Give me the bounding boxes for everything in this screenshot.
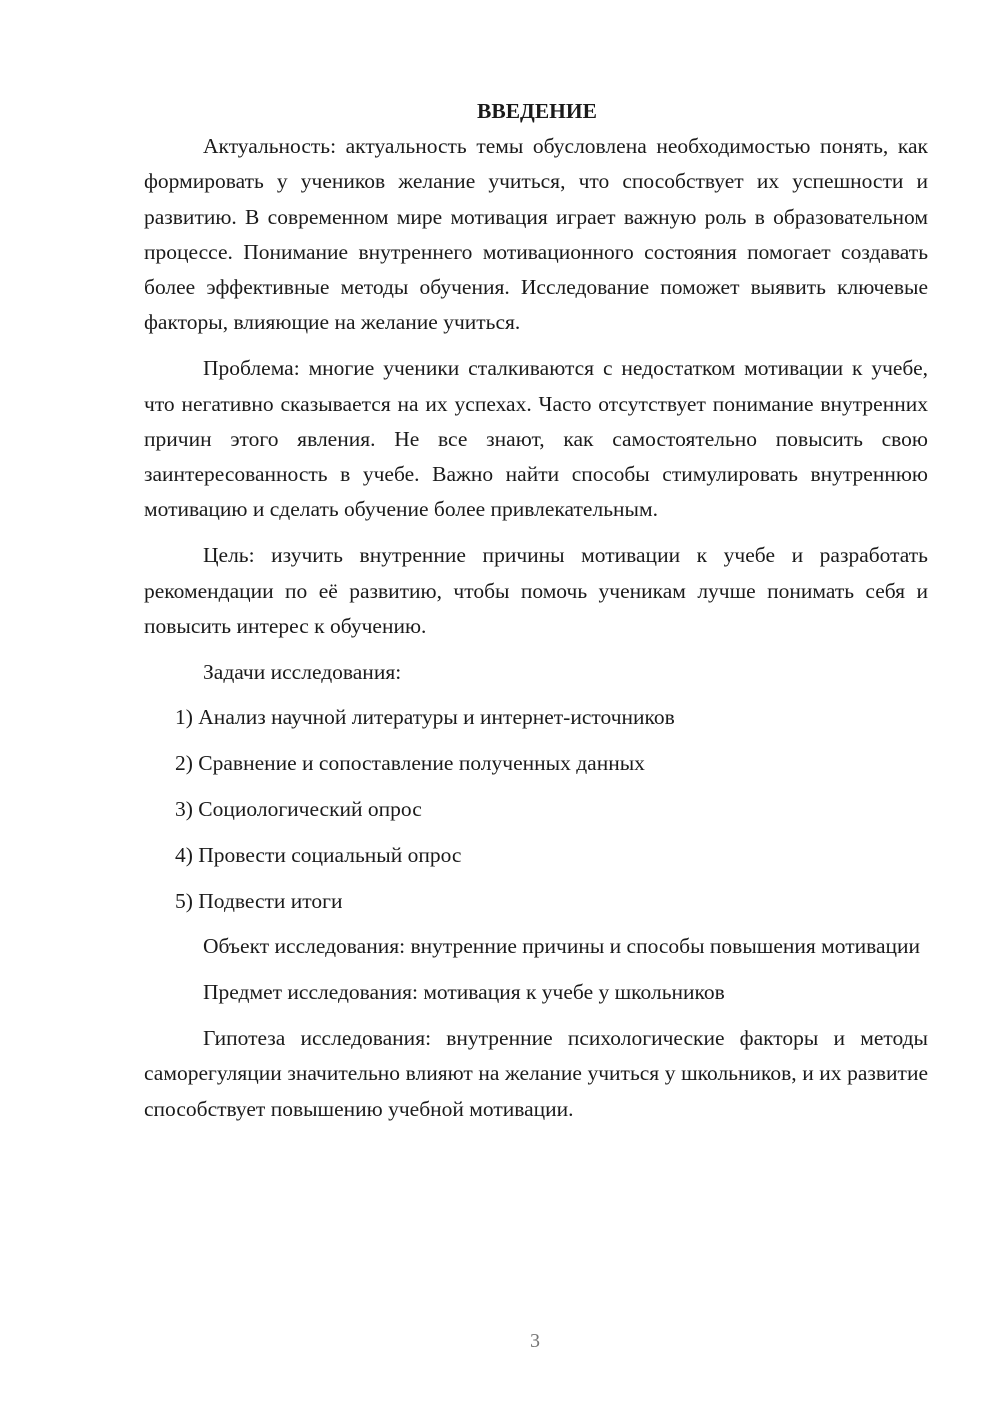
tasks-list [144, 700, 928, 918]
list-item: 4) Провести социальный опрос [175, 842, 462, 867]
subject-paragraph: Предмет исследования: мотивация к учебе у школьников [203, 980, 725, 1005]
goal-paragraph: Цель: изучить внутренние причины мотивации к учебе и разработать рекомендации по её развитию, чтобы помочь ученикам лучше понимать себя и повысить интерес к обучению. [144, 543, 928, 638]
problem-paragraph: Проблема: многие ученики сталкиваются с недостатком мотивации к учебе, что негативно сказывается на их успехах. Часто отсутствует понимание внутренних причин этого явления. Не все знают, как самостоятельно повысить свою заинтересованность в учебе. Важно найти способы стимулировать внутреннюю мотивацию и сделать обучение более привлекательным. [144, 356, 928, 522]
relevance-paragraph: Актуальность: актуальность темы обусловлена необходимостью понять, как формировать у учеников желание учиться, что способствует их успешности и развитию. В современном мире мотивация играет важную роль в образовательном процессе. Понимание внутреннего мотивационного состояния помогает создавать более эффективные методы обучения. Исследование поможет выявить ключевые факторы, влияющие на желание учиться. [144, 134, 928, 335]
tasks-title: Задачи исследования: [203, 659, 402, 684]
hypothesis-paragraph: Гипотеза исследования: внутренние психологические факторы и методы саморегуляции значительно влияют на желание учиться у школьников, и их развитие способствует повышению учебной мотивации. [144, 1026, 928, 1121]
list-item: 2) Сравнение и сопоставление полученных данных [175, 751, 645, 776]
list-item: 5) Подвести итоги [175, 888, 343, 913]
section-heading: ВВЕДЕНИЕ [477, 99, 597, 123]
list-item: 3) Социологический опрос [175, 797, 422, 822]
page-number: 3 [530, 1330, 540, 1352]
page-content [144, 94, 928, 1137]
object-paragraph: Объект исследования: внутренние причины и способы повышения мотивации [203, 934, 921, 959]
list-item: 1) Анализ научной литературы и интернет-источников [175, 705, 675, 730]
